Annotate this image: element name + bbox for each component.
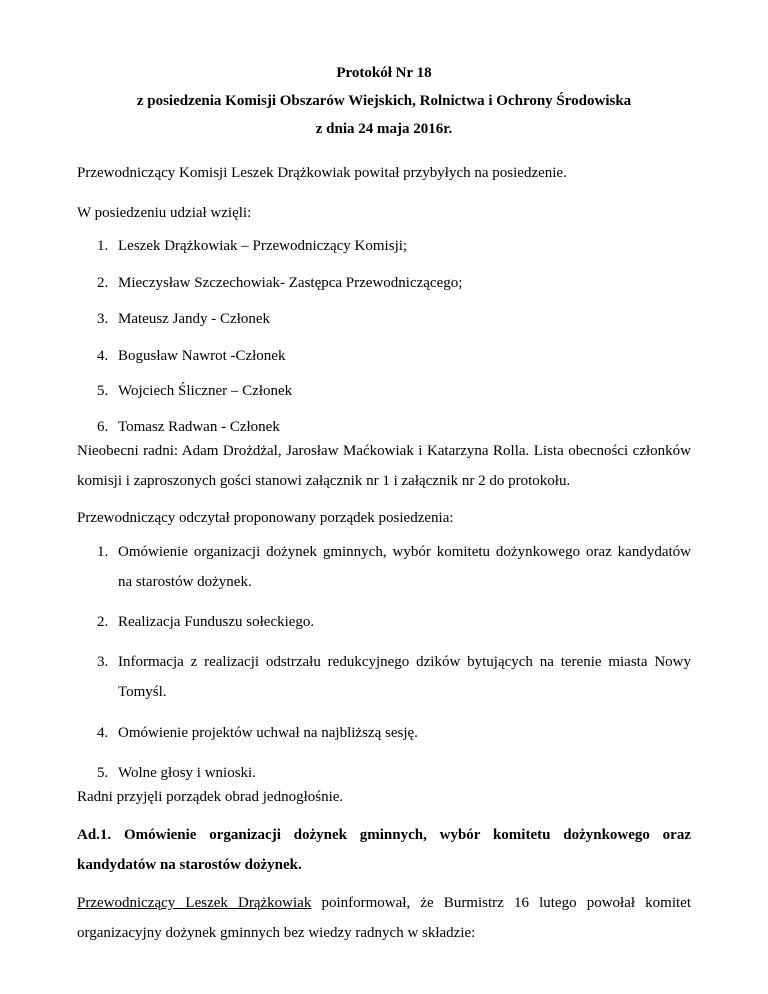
list-item-text: Wolne głosy i wnioski. bbox=[118, 765, 256, 781]
list-item-number: 5. bbox=[97, 383, 109, 399]
list-item-number: 5. bbox=[97, 765, 109, 781]
list-item bbox=[97, 341, 691, 371]
speaker-name: Przewodniczący Leszek Drążkowiak bbox=[77, 895, 312, 911]
section-1-paragraph bbox=[77, 888, 691, 948]
list-item bbox=[97, 607, 691, 637]
list-item bbox=[97, 268, 691, 298]
intro-paragraph: Przewodniczący Komisji Leszek Drążkowiak powitał przybyłych na posiedzenie. bbox=[77, 165, 567, 181]
list-item-text: Mieczysław Szczechowiak- Zastępca Przewodniczącego; bbox=[118, 275, 463, 291]
list-item-number: 1. bbox=[97, 238, 109, 254]
list-item-number: 3. bbox=[97, 654, 109, 670]
list-item-number: 3. bbox=[97, 311, 109, 327]
list-item bbox=[97, 647, 691, 707]
meeting-date: z dnia 24 maja 2016r. bbox=[315, 121, 453, 137]
list-item bbox=[97, 718, 691, 748]
list-item-text: Realizacja Funduszu sołeckiego. bbox=[118, 614, 315, 630]
section-1-heading: Ad.1. Omówienie organizacji dożynek gminnych, wybór komitetu dożynkowego oraz kandydatów na starostów dożynek. bbox=[77, 827, 691, 873]
list-item-number: 1. bbox=[97, 544, 109, 560]
list-item-text: Bogusław Nawrot -Członek bbox=[118, 348, 286, 364]
list-item bbox=[97, 537, 691, 597]
list-item bbox=[97, 304, 691, 334]
list-item-text: Leszek Drążkowiak – Przewodniczący Komisji; bbox=[118, 238, 408, 254]
absent-paragraph: Nieobecni radni: Adam Drożdżal, Jarosław Maćkowiak i Katarzyna Rolla. Lista obecności członków komisji i zaproszonych gości stanowi załącznik nr 1 i załącznik nr 2 do protokołu. bbox=[77, 443, 691, 489]
list-item-text: Omówienie organizacji dożynek gminnych, wybór komitetu dożynkowego oraz kandydatów na starostów dożynek. bbox=[118, 544, 691, 590]
list-item-text: Informacja z realizacji odstrzału redukcyjnego dzików bytujących na terenie miasta Nowy Tomyśl. bbox=[118, 654, 691, 700]
agenda-accepted: Radni przyjęli porządek obrad jednogłośnie. bbox=[77, 789, 344, 805]
list-item-text: Mateusz Jandy - Członek bbox=[118, 311, 271, 327]
attendees-heading: W posiedzeniu udział wzięli: bbox=[77, 205, 252, 221]
list-item bbox=[97, 376, 691, 406]
list-item bbox=[97, 231, 691, 261]
list-item-text: Omówienie projektów uchwał na najbliższą sesję. bbox=[118, 725, 418, 741]
protocol-number: Protokół Nr 18 bbox=[336, 65, 432, 81]
list-item-number: 6. bbox=[97, 419, 109, 435]
list-item-number: 2. bbox=[97, 275, 109, 291]
list-item-text: Wojciech Śliczner – Członek bbox=[118, 383, 293, 399]
list-item-number: 4. bbox=[97, 725, 109, 741]
list-item-number: 2. bbox=[97, 614, 109, 630]
section-1-text: poinformował, że Burmistrz 16 lutego powołał komitet organizacyjny dożynek gminnych bez wiedzy radnych w składzie: bbox=[77, 895, 692, 941]
commission-name: z posiedzenia Komisji Obszarów Wiejskich, Rolnictwa i Ochrony Środowiska bbox=[136, 93, 632, 109]
agenda-heading: Przewodniczący odczytał proponowany porządek posiedzenia: bbox=[77, 510, 454, 526]
list-item-number: 4. bbox=[97, 348, 109, 364]
list-item-text: Tomasz Radwan - Członek bbox=[118, 419, 280, 435]
